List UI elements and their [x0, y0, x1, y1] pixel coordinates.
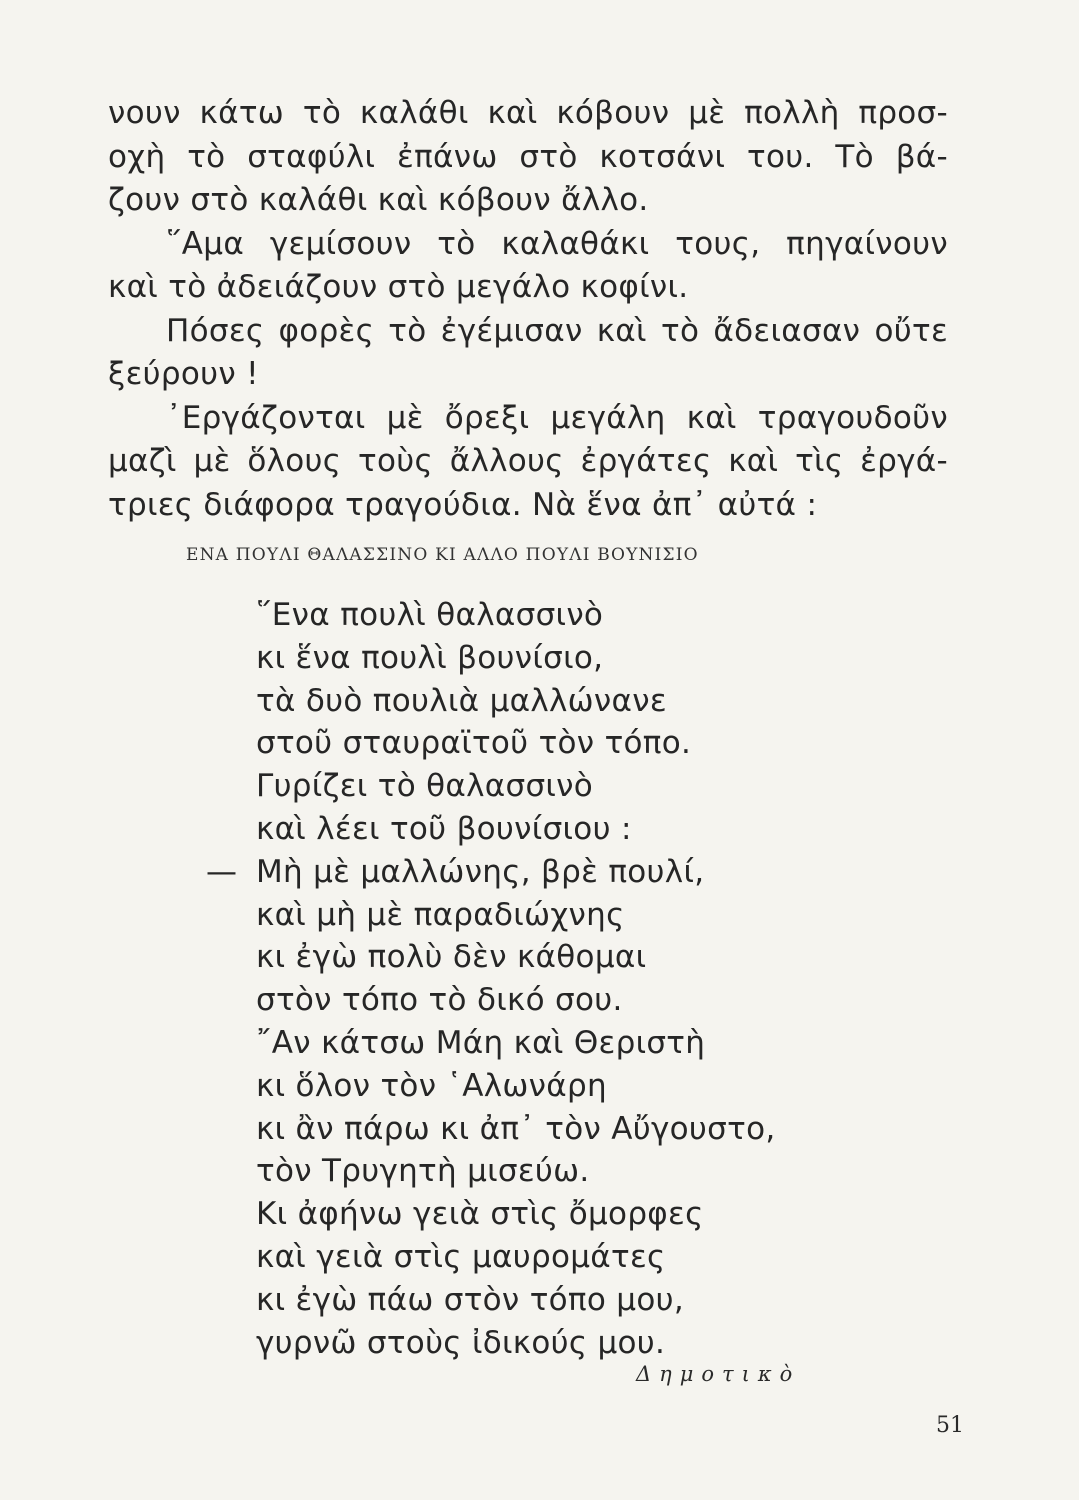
poem-verse: ῞Ενα πουλὶ θαλασσινὸ [256, 597, 604, 633]
prose-line: Πόσες φορὲς τὸ ἐγέμισαν καὶ τὸ ἄδειασαν οὔτε [166, 312, 948, 349]
poem-source-signature: Δημοτικὸ [636, 1362, 801, 1386]
prose-paragraphs [108, 92, 948, 527]
poem-verse: καὶ μὴ μὲ παραδιώχνης [256, 896, 625, 933]
prose-line: ῞Αμα γεμίσουν τὸ καλαθάκι τους, πηγαίνουν [166, 225, 948, 262]
prose-line: μαζὶ μὲ ὅλους τοὺς ἄλλους ἐργάτες καὶ τὶς ἐργά- [108, 443, 948, 479]
poem-verse: στὸν τόπο τὸ δικό σου. [256, 982, 623, 1019]
poem-verse-dialogue [206, 851, 876, 894]
poem-verse: καὶ λέει τοῦ βουνίσιου : [256, 810, 632, 847]
prose-line: οχὴ τὸ σταφύλι ἐπάνω στὸ κοτσάνι του. Τὸ βά- [108, 138, 948, 175]
prose-line: τριες διάφορα τραγούδια. Νὰ ἕνα ἀπ᾿ αὐτά : [108, 486, 818, 523]
poem-verse: κι ἂν πάρω κι ἀπ᾿ τὸν Αὔγουστο, [256, 1110, 776, 1147]
prose-line: νουν κάτω τὸ καλάθι καὶ κόβουν μὲ πολλὴ προσ- [108, 95, 948, 131]
poem-verse: Κι ἀφήνω γειὰ στὶς ὄμορφες [256, 1196, 704, 1233]
poem-verse: Γυρίζει τὸ θαλασσινὸ [256, 768, 594, 805]
poem-verse: γυρνῶ στοὺς ἰδικούς μου. [256, 1324, 666, 1361]
poem-verse: στοῦ σταυραϊτοῦ τὸν τόπο. [256, 725, 692, 762]
poem-verse-text: Μὴ μὲ μαλλώνης, βρὲ πουλί, [256, 853, 705, 890]
prose-line: καὶ τὸ ἀδειάζουν στὸ μεγάλο κοφίνι. [108, 269, 689, 305]
poem-verse: κι ἐγὼ πολὺ δὲν κάθομαι [256, 939, 647, 976]
poem-verse: τὰ δυὸ πουλιὰ μαλλώνανε [256, 682, 667, 719]
poem [206, 594, 876, 1364]
poem-title: ΕΝΑ ΠΟΥΛΙ ΘΑΛΑΣΣΙΝΟ ΚΙ ΑΛΛΟ ΠΟΥΛΙ ΒΟΥΝΙΣΙΟ [186, 545, 699, 565]
prose-line: ᾿Εργάζονται μὲ ὄρεξι μεγάλη καὶ τραγουδοῦν [166, 399, 948, 436]
poem-verse: κι ὅλον τὸν ῾Αλωνάρη [256, 1067, 607, 1104]
page-number: 51 [936, 1413, 964, 1438]
prose-line: ξεύρουν ! [108, 356, 259, 392]
prose-line: ζουν στὸ καλάθι καὶ κόβουν ἄλλο. [108, 182, 649, 218]
poem-verse: κι ἐγὼ πάω στὸν τόπο μου, [256, 1281, 684, 1318]
poem-verse: καὶ γειὰ στὶς μαυρομάτες [256, 1238, 666, 1275]
poem-verse: τὸν Τρυγητὴ μισεύω. [256, 1153, 590, 1190]
poem-verse: ῎Αν κάτσω Μάη καὶ Θεριστὴ [256, 1024, 706, 1061]
poem-verse: κι ἕνα πουλὶ βουνίσιο, [256, 639, 604, 676]
dialogue-dash: — [206, 853, 238, 890]
